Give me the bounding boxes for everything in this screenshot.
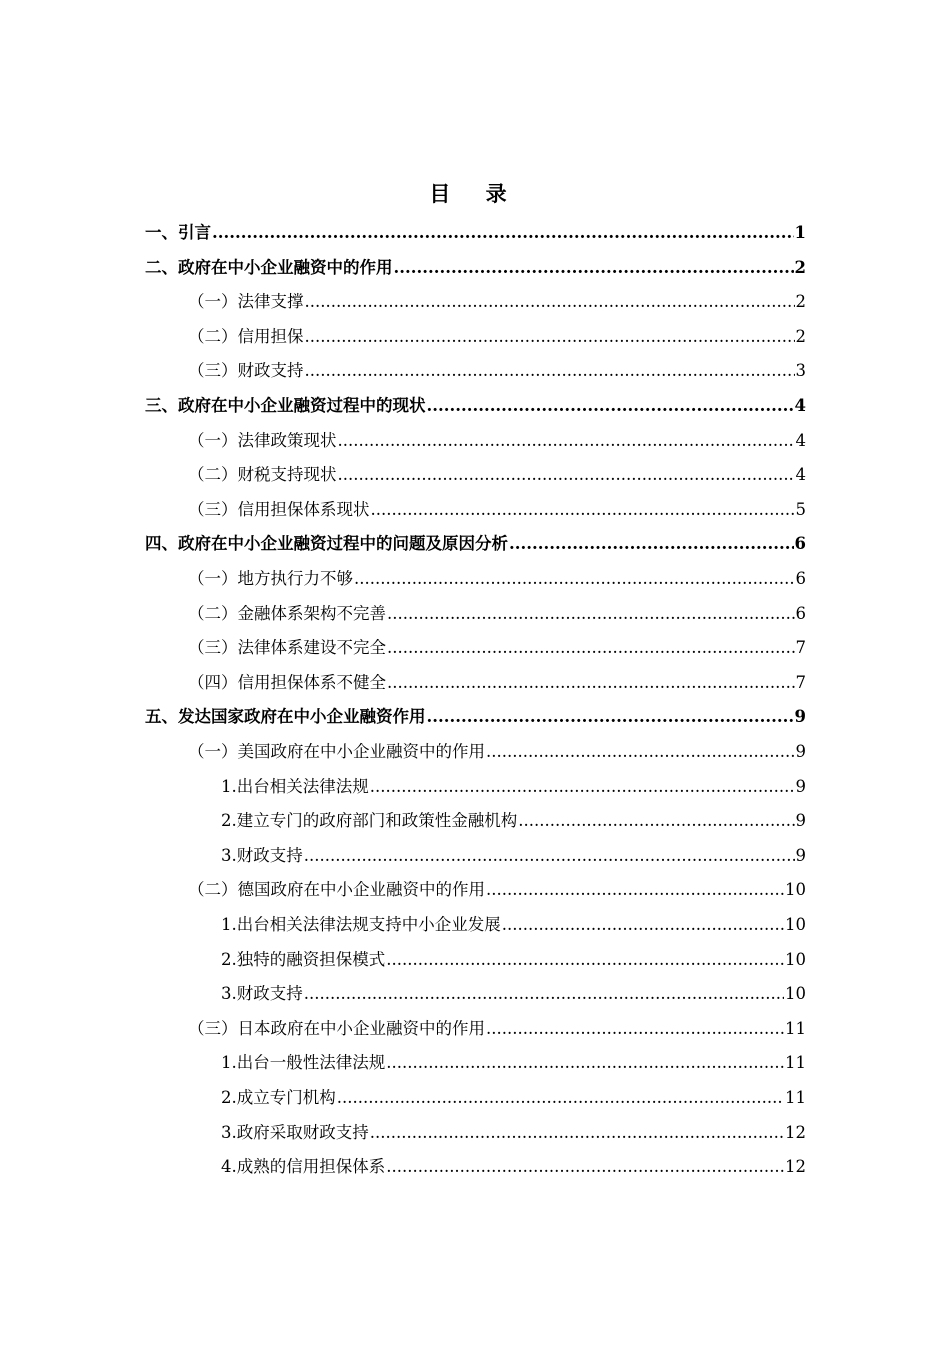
toc-leader-dots	[427, 700, 794, 734]
toc-entry-title: （一）法律政策现状	[188, 430, 337, 450]
toc-entry[interactable]	[221, 1046, 806, 1080]
toc-entry-page-number: 4	[794, 396, 806, 415]
toc-entry-title: 2.成立专门机构	[221, 1088, 336, 1107]
toc-entry-page-number: 9	[795, 776, 806, 796]
toc-entry[interactable]	[188, 493, 806, 527]
toc-entry-page-number: 4	[795, 465, 806, 485]
toc-leader-dots	[486, 735, 795, 769]
toc-entry-page-number: 9	[795, 845, 806, 865]
toc-entry-title: 3.财政支持	[221, 845, 303, 865]
toc-entry[interactable]	[221, 1150, 806, 1184]
toc-entry-page-number: 6	[795, 603, 806, 623]
toc-leader-dots	[305, 320, 795, 354]
toc-entry[interactable]	[188, 424, 806, 458]
toc-leader-dots	[486, 873, 784, 907]
toc-entry[interactable]	[145, 389, 806, 423]
toc-entry-page-number: 4	[795, 430, 806, 450]
toc-entry-title: 1.出台一般性法律法规	[221, 1053, 386, 1073]
toc-leader-dots	[427, 389, 794, 423]
toc-entry-title: （四）信用担保体系不健全	[188, 672, 386, 692]
toc-entry-title: 一、引言	[145, 223, 211, 242]
toc-entry[interactable]	[188, 735, 806, 769]
toc-entry-title: 2.建立专门的政府部门和政策性金融机构	[221, 811, 518, 831]
toc-entry[interactable]	[145, 527, 806, 561]
toc-entry-page-number: 10	[785, 915, 806, 934]
toc-entry[interactable]	[188, 320, 806, 354]
toc-leader-dots	[386, 1046, 784, 1080]
toc-entry-title: 1.出台相关法律法规支持中小企业发展	[221, 915, 501, 934]
toc-entry-page-number: 11	[785, 1088, 806, 1107]
toc-leader-dots	[304, 839, 795, 873]
toc-entry-page-number: 2	[794, 257, 806, 277]
toc-entry-title: （三）日本政府在中小企业融资中的作用	[188, 1018, 485, 1038]
toc-entry-page-number: 11	[785, 1053, 806, 1073]
toc-leader-dots	[371, 493, 795, 527]
toc-entry-page-number: 7	[795, 638, 806, 658]
toc-entry-page-number: 1	[794, 223, 806, 242]
toc-leader-dots	[212, 216, 794, 250]
toc-leader-dots	[509, 527, 794, 561]
toc-entry[interactable]	[188, 1012, 806, 1046]
toc-leader-dots	[387, 666, 795, 700]
toc-leader-dots	[337, 1081, 784, 1115]
toc-leader-dots	[354, 562, 795, 596]
toc-leader-dots	[338, 458, 795, 492]
toc-leader-dots	[305, 354, 795, 388]
toc-entry-title: （二）德国政府在中小企业融资中的作用	[188, 880, 485, 900]
toc-entry-page-number: 5	[795, 499, 806, 519]
toc-entry[interactable]	[221, 804, 806, 838]
toc-entry-title: 五、发达国家政府在中小企业融资作用	[145, 707, 426, 727]
toc-entry[interactable]	[145, 216, 806, 250]
toc-entry-title: 四、政府在中小企业融资过程中的问题及原因分析	[145, 534, 508, 554]
toc-entry[interactable]	[188, 873, 806, 907]
toc-entry-title: （一）地方执行力不够	[188, 569, 353, 588]
toc-entry[interactable]	[188, 562, 806, 596]
toc-entry-title: （二）信用担保	[188, 326, 304, 346]
toc-entry-page-number: 12	[785, 1122, 806, 1142]
toc-entry-title: 1.出台相关法律法规	[221, 776, 369, 796]
toc-entry-title: 二、政府在中小企业融资中的作用	[145, 257, 393, 277]
toc-entry-page-number: 9	[795, 811, 806, 831]
toc-leader-dots	[386, 943, 784, 977]
toc-entry-page-number: 12	[785, 1157, 806, 1177]
toc-entry[interactable]	[221, 943, 806, 977]
toc-entry[interactable]	[188, 458, 806, 492]
toc-entry[interactable]	[221, 1116, 806, 1150]
toc-entry[interactable]	[221, 1081, 806, 1115]
toc-leader-dots	[304, 977, 784, 1011]
toc-entry-title: 2.独特的融资担保模式	[221, 949, 386, 969]
toc-entry[interactable]	[145, 251, 806, 285]
toc-entry-title: 3.财政支持	[221, 984, 303, 1004]
toc-entry-page-number: 6	[795, 569, 806, 588]
toc-leader-dots	[502, 908, 784, 942]
toc-leader-dots	[486, 1012, 784, 1046]
toc-leader-dots	[338, 424, 795, 458]
toc-leader-dots	[387, 597, 795, 631]
toc-entry[interactable]	[188, 354, 806, 388]
toc-entry-page-number: 2	[795, 292, 806, 312]
toc-entry-title: 3.政府采取财政支持	[221, 1122, 369, 1142]
toc-entry-title: （三）信用担保体系现状	[188, 499, 370, 519]
toc-entry[interactable]	[188, 597, 806, 631]
toc-entry-title: （二）金融体系架构不完善	[188, 603, 386, 623]
toc-entry-title: （一）法律支撑	[188, 292, 304, 312]
toc-leader-dots	[387, 631, 795, 665]
toc-entry-title: （三）财政支持	[188, 361, 304, 381]
toc-entry-title: 4.成熟的信用担保体系	[221, 1157, 386, 1177]
toc-entry[interactable]	[221, 977, 806, 1011]
toc-title: 目 录	[429, 182, 521, 206]
toc-entry-title: （二）财税支持现状	[188, 465, 337, 485]
toc-leader-dots	[305, 285, 795, 319]
toc-leader-dots	[518, 804, 794, 838]
toc-leader-dots	[386, 1150, 784, 1184]
toc-entry[interactable]	[221, 770, 806, 804]
toc-entry-title: 三、政府在中小企业融资过程中的现状	[145, 396, 426, 415]
toc-entry[interactable]	[188, 285, 806, 319]
toc-entry[interactable]	[188, 666, 806, 700]
toc-entry-page-number: 9	[795, 742, 806, 761]
toc-entry-page-number: 10	[785, 984, 806, 1004]
toc-entry-page-number: 6	[794, 534, 806, 554]
toc-leader-dots	[370, 1116, 784, 1150]
toc-entry[interactable]	[188, 631, 806, 665]
toc-entry-page-number: 7	[795, 672, 806, 692]
toc-leader-dots	[370, 770, 795, 804]
toc-entry[interactable]	[221, 839, 806, 873]
toc-entry-page-number: 9	[794, 707, 806, 727]
toc-leader-dots	[394, 251, 794, 285]
toc-entry-page-number: 2	[795, 326, 806, 346]
toc-entry-page-number: 10	[785, 880, 806, 900]
toc-entry-title: （一）美国政府在中小企业融资中的作用	[188, 742, 485, 761]
toc-entry-page-number: 10	[785, 949, 806, 969]
toc-entry[interactable]	[221, 908, 806, 942]
toc-entry-title: （三）法律体系建设不完全	[188, 638, 386, 658]
toc-entry-page-number: 11	[785, 1018, 806, 1038]
toc-entry-page-number: 3	[795, 361, 806, 381]
toc-entry[interactable]	[145, 700, 806, 734]
